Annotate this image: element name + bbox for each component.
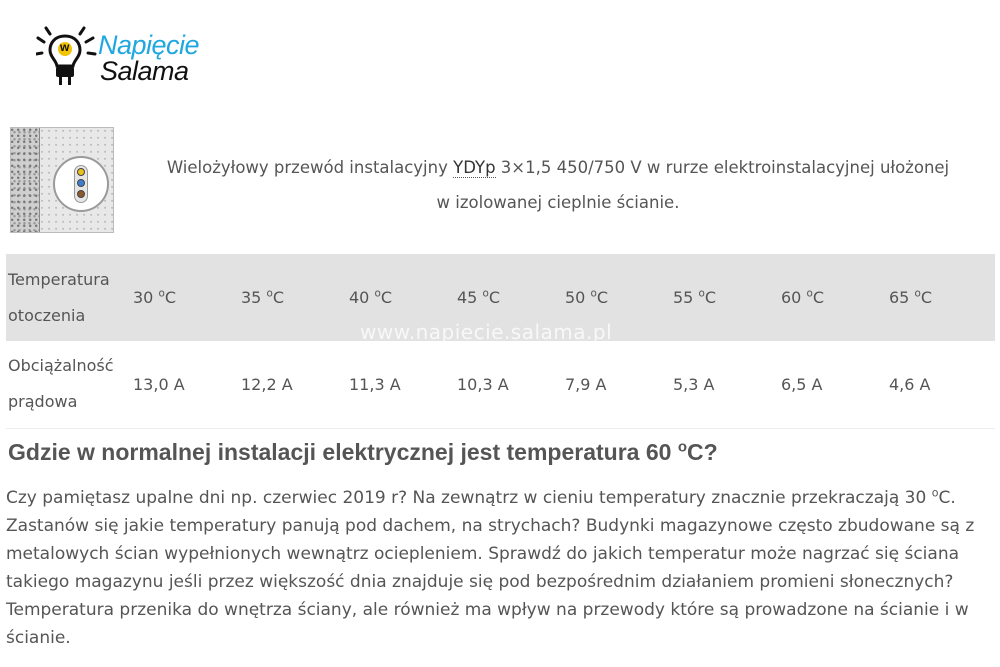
degree-sup: o (482, 287, 489, 300)
temperature-cell (347, 254, 455, 341)
temperature-value: 45 (457, 288, 478, 307)
degree-sup: o (158, 287, 165, 300)
temperature-value: 35 (241, 288, 262, 307)
heading-degree-sup: o (677, 438, 687, 456)
temperature-unit: C (164, 288, 176, 307)
logo-text-line2: Salama (100, 56, 189, 86)
temperature-unit: C (920, 288, 932, 307)
paragraph-degree-sup: o (931, 486, 939, 500)
wire-core-yellow (77, 168, 85, 176)
temperature-value: 30 (133, 288, 154, 307)
cable-in-wall-illustration (10, 127, 114, 233)
table-row-temperature (6, 254, 995, 341)
temperature-value: 40 (349, 288, 370, 307)
temperature-value: 65 (889, 288, 910, 307)
temperature-unit: C (704, 288, 716, 307)
current-label-line2: prądowa (8, 392, 78, 412)
temperature-value: 60 (781, 288, 802, 307)
degree-sup: o (266, 287, 273, 300)
heading-text: Gdzie w normalnej instalacji elektrycznej jest temperatura 60 (8, 439, 678, 465)
heading-unit: C? (686, 439, 718, 465)
table-row-current (6, 341, 995, 428)
degree-sup: o (374, 287, 381, 300)
description-text-line2: w izolowanej cieplnie ścianie. (436, 193, 680, 212)
current-cell: 7,9 A (565, 374, 607, 394)
degree-sup: o (914, 287, 921, 300)
temperature-cell (779, 254, 887, 341)
temperature-value: 50 (565, 288, 586, 307)
temperature-cell (671, 254, 779, 341)
insulated-wall-texture (11, 128, 39, 233)
temperature-label-cell (6, 254, 131, 341)
current-cell: 10,3 A (457, 374, 509, 394)
cable-description (130, 150, 986, 220)
cable-type-abbr[interactable]: YDYp (453, 158, 496, 177)
current-cell: 13,0 A (133, 374, 185, 394)
paragraph-part1: Czy pamiętasz upalne dni np. czerwiec 2019 r? Na zewnątrz w cieniu temperatury znacznie przekraczają 30 (6, 488, 932, 508)
body-paragraph (6, 484, 996, 652)
temperature-unit: C (596, 288, 608, 307)
temperature-unit: C (488, 288, 500, 307)
temperature-unit: C (812, 288, 824, 307)
current-cell: 4,6 A (889, 374, 931, 394)
current-capacity-table (6, 254, 995, 429)
current-cell: 11,3 A (349, 374, 401, 394)
temperature-cell (887, 254, 995, 341)
temperature-cell (131, 254, 239, 341)
logo-text-line1: Napięcie (98, 30, 200, 60)
temperature-cell (563, 254, 671, 341)
wire-core-brown (77, 190, 85, 198)
current-label-cell (6, 341, 131, 428)
logo-bulb-letter: w (60, 40, 70, 54)
lightbulb-plug-icon (36, 26, 98, 88)
temperature-cell (239, 254, 347, 341)
wire-core-blue (77, 179, 85, 187)
temperature-cell (455, 254, 563, 341)
current-cell: 5,3 A (673, 374, 715, 394)
temperature-unit: C (380, 288, 392, 307)
temperature-label-line1: Temperatura (8, 269, 110, 289)
watermark-text: www.napiecie.salama.pl (360, 320, 613, 344)
degree-sup: o (698, 287, 705, 300)
current-cell: 12,2 A (241, 374, 293, 394)
temperature-label-line2: otoczenia (8, 305, 86, 325)
degree-sup: o (806, 287, 813, 300)
site-logo[interactable] (36, 26, 216, 88)
temperature-value: 55 (673, 288, 694, 307)
description-text-before: Wielożyłowy przewód instalacyjny (166, 158, 454, 177)
current-cell: 6,5 A (781, 374, 823, 394)
section-heading (8, 439, 718, 466)
description-text-after: 3×1,5 450/750 V w rurze elektroinstalacyjnej ułożonej (495, 158, 950, 177)
current-label-line1: Obciążalność (8, 356, 114, 376)
temperature-unit: C (272, 288, 284, 307)
paragraph-part2: C. Zastanów się jakie temperatury panują pod dachem, na strychach? Budynki magazynowe często zbudowane są z metalowych ścian wypełnionych wewnątrz ociepleniem. Sprawdź do jakich temperatur może nagrzać się ściana takiego magazynu jeśli przez większość dnia znajduje się pod bezpośrednim działaniem promieni słonecznych? Temperatura przenika do wnętrza ściany, ale również ma wpływ na przewody które są prowadzone na ścianie i w ścianie. (6, 488, 975, 648)
degree-sup: o (590, 287, 597, 300)
